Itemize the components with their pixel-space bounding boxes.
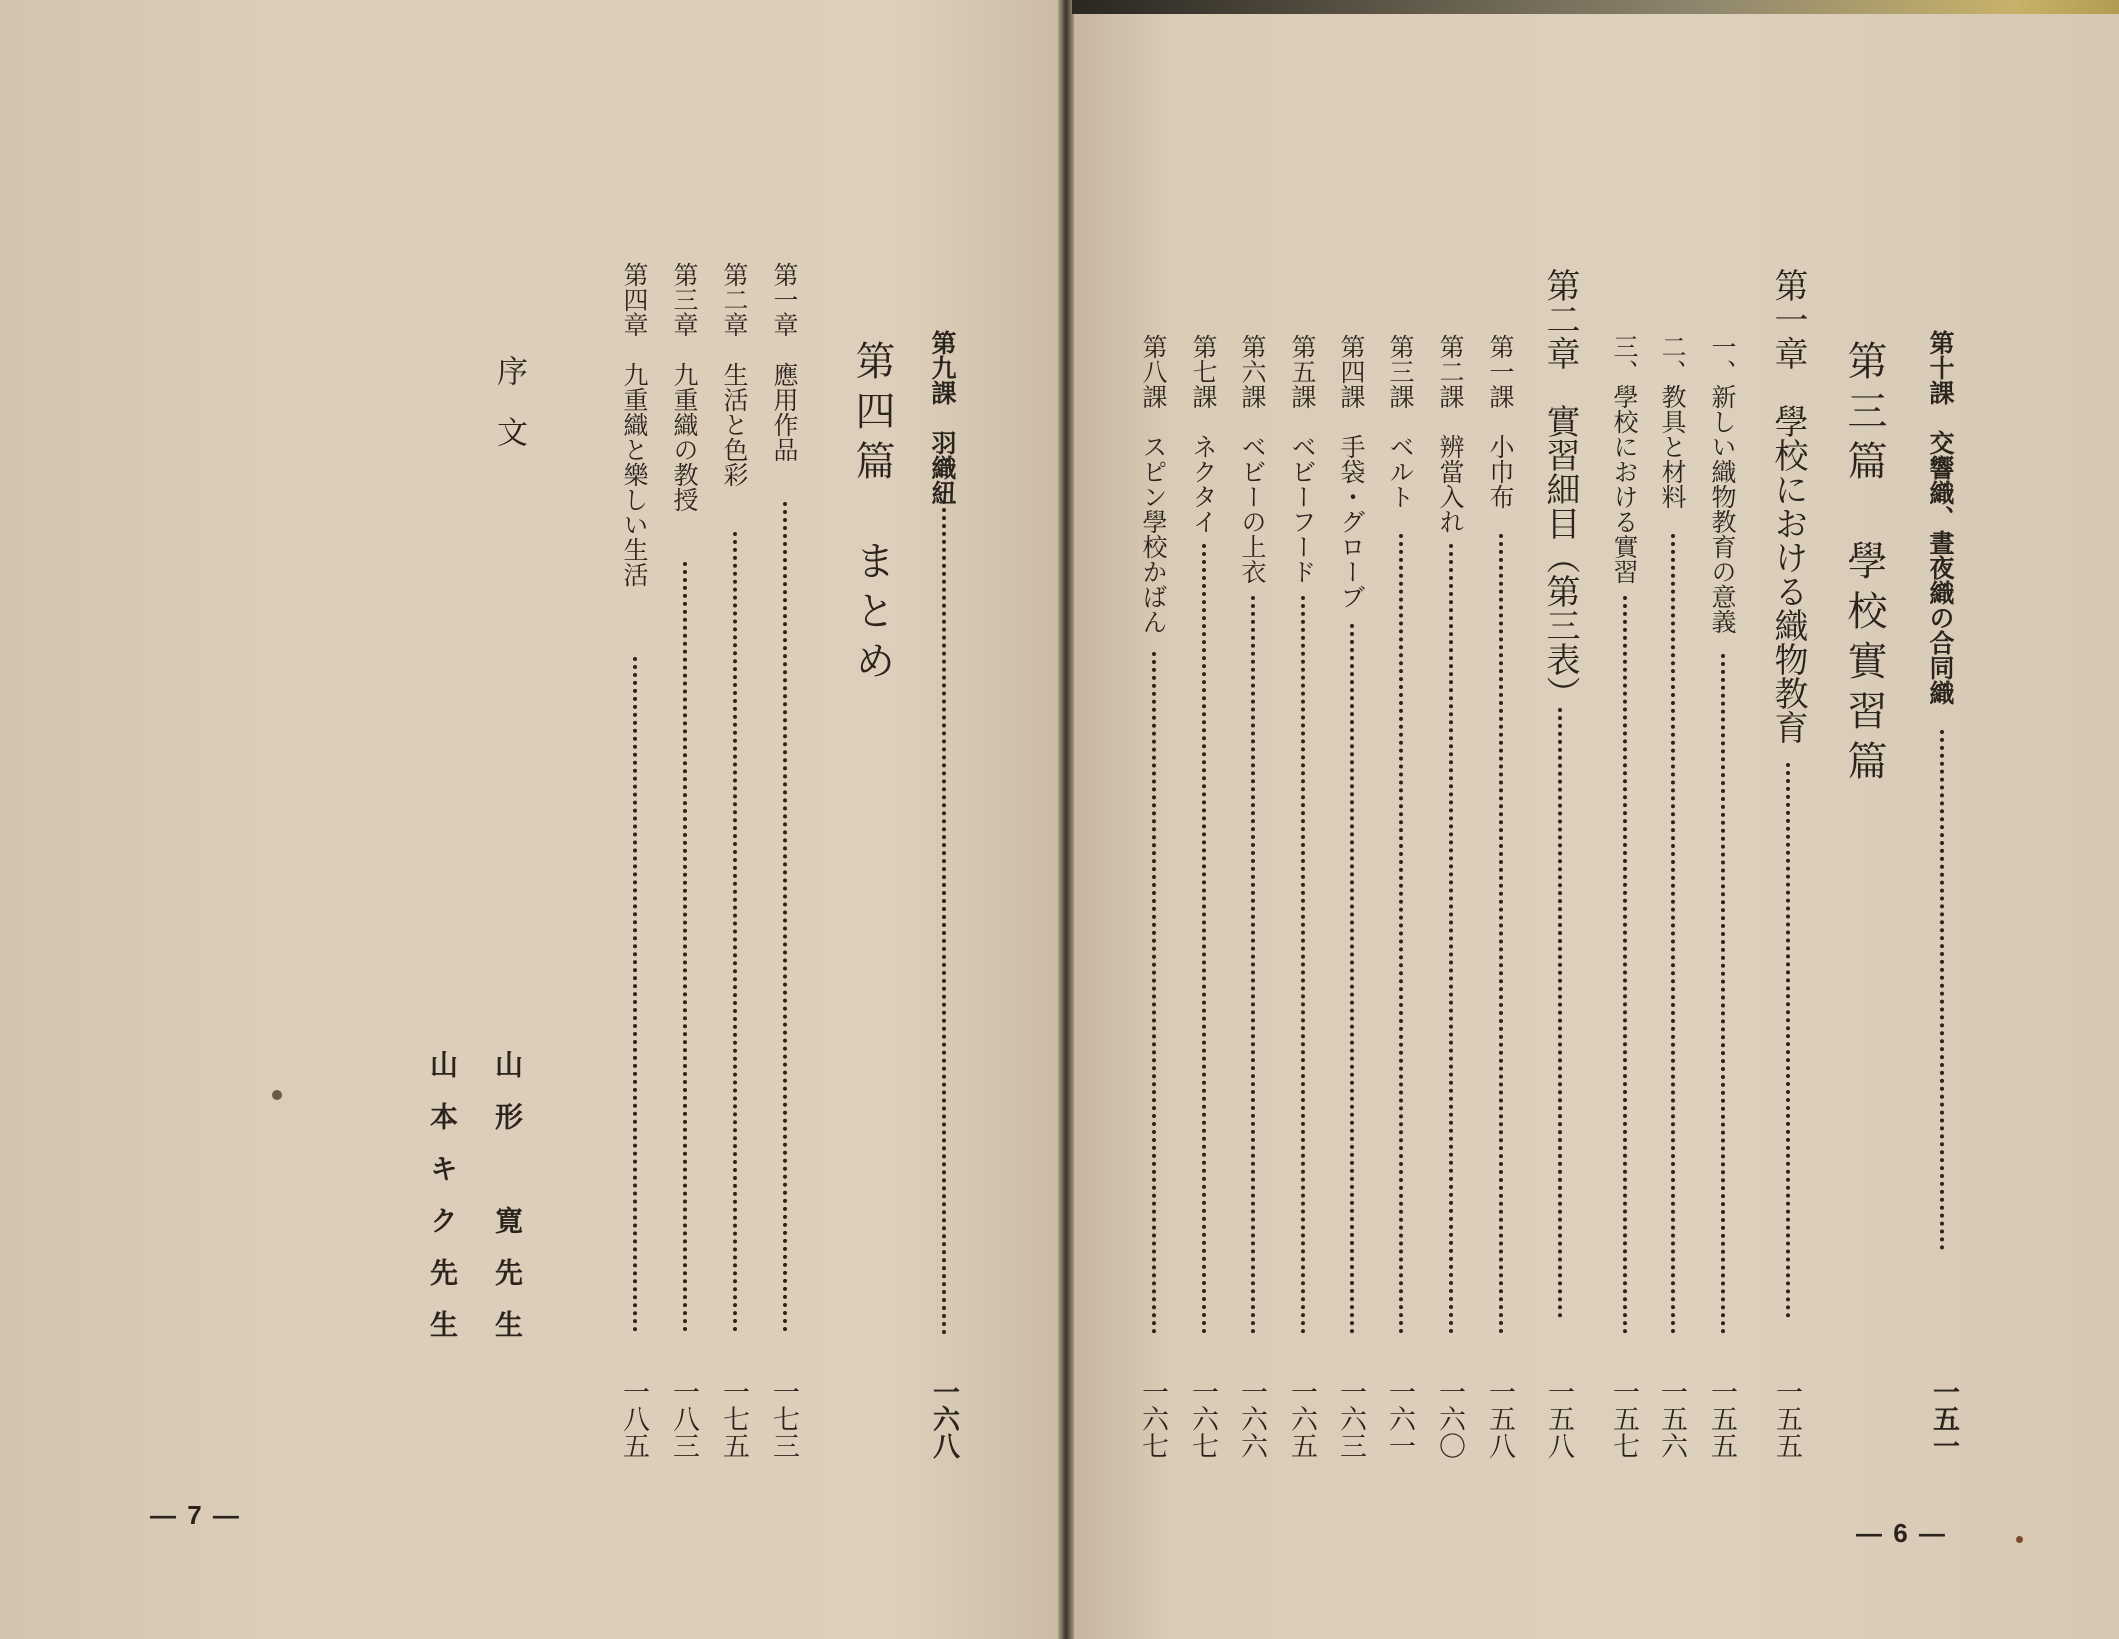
leader-dots [783,502,787,1332]
toc-lesson-6[interactable] [1240,334,1265,1344]
toc-lesson-10-title: 第十課 交響織、晝夜織の合同織 [1926,330,1955,705]
toc-lesson-1[interactable] [1488,334,1513,1344]
leader-dots [633,657,637,1332]
toc-chapter-4-2[interactable] [722,262,747,1342]
toc-item-1-page: 一五五 [1706,1378,1737,1459]
toc-lesson-4-page: 一六三 [1335,1378,1366,1459]
leader-dots [1251,596,1255,1334]
page-number-left: — 7 — [150,1500,241,1530]
toc-chapter-4-3-page: 一八三 [668,1378,699,1459]
toc-lesson-8-title: 第八課 スピン學校かばん [1139,334,1168,634]
leader-dots [1202,544,1206,1334]
toc-chapter-4-3-title: 第三章 九重織の教授 [670,262,699,512]
toc-chapter-4-4-page: 一八五 [618,1378,649,1459]
leader-dots [1671,534,1675,1334]
preface-heading: 序文 [491,355,527,477]
toc-chapter-2-page: 一五八 [1543,1378,1574,1459]
toc-lesson-8-page: 一六七 [1137,1378,1168,1459]
toc-chapter-4-2-title: 第二章 生活と色彩 [720,262,749,487]
toc-chapter-4-3[interactable] [672,262,697,1342]
part-3-heading: 第三篇 學校實習篇 [1841,340,1887,790]
toc-chapter-4-1[interactable] [772,262,797,1342]
toc-lesson-3-page: 一六一 [1384,1378,1415,1459]
toc-lesson-3[interactable] [1388,334,1413,1344]
toc-item-3-page: 一五七 [1608,1378,1639,1459]
toc-lesson-4[interactable] [1339,334,1364,1344]
toc-item-2-page: 一五六 [1656,1378,1687,1459]
toc-chapter-4-2-page: 一七五 [718,1378,749,1459]
toc-lesson-7-title: 第七課 ネクタイ [1189,334,1218,534]
leader-dots [1399,534,1403,1334]
leader-dots [1499,534,1503,1334]
page-number-right: — 6 — [1856,1518,1947,1548]
leader-dots [1786,763,1790,1318]
toc-item-1-title: 一、新しい織物教育の意義 [1708,334,1737,634]
toc-lesson-5-page: 一六五 [1286,1378,1317,1459]
leader-dots [1623,596,1627,1334]
leader-dots [1721,654,1725,1334]
leader-dots [1558,708,1562,1318]
leader-dots [1449,544,1453,1334]
page-top-edge [1072,0,2119,14]
toc-chapter-1-title: 第一章 學校における織物教育 [1768,268,1808,744]
toc-lesson-1-title: 第一課 小巾布 [1486,334,1515,509]
preface-author-1: 山形 寛先生 [491,1050,524,1362]
paper-speck [2016,1536,2023,1543]
toc-lesson-6-page: 一六六 [1236,1378,1267,1459]
toc-chapter-4-4-title: 第四章 九重織と樂しい生活 [620,262,649,587]
right-page [1072,0,2119,1639]
leader-dots [942,500,946,1335]
toc-chapter-4-1-page: 一七三 [768,1378,799,1459]
paper-speck [272,1090,282,1100]
toc-chapter-1-page: 一五五 [1771,1378,1802,1459]
leader-dots [1301,596,1305,1334]
leader-dots [1152,652,1156,1334]
toc-lesson-9[interactable] [930,330,955,1345]
book-gutter [1058,0,1074,1639]
toc-lesson-8[interactable] [1141,334,1166,1344]
toc-item-1[interactable] [1710,334,1735,1344]
toc-lesson-9-page: 一六八 [928,1378,959,1459]
toc-chapter-1[interactable] [1768,268,1808,1348]
leader-dots [683,562,687,1332]
toc-item-3[interactable] [1612,334,1637,1344]
toc-lesson-2-page: 一六〇 [1434,1378,1465,1459]
leader-dots [1350,624,1354,1334]
toc-item-3-title: 三、學校における實習 [1610,334,1639,584]
leader-dots [1940,730,1944,1250]
toc-lesson-5-title: 第五課 ベビーフード [1288,334,1317,584]
toc-lesson-7-page: 一六七 [1187,1378,1218,1459]
preface-author-2: 山本キク先生 [426,1050,459,1362]
toc-chapter-4-4[interactable] [622,262,647,1342]
toc-lesson-6-title: 第六課 ベビーの上衣 [1238,334,1267,584]
toc-item-2[interactable] [1660,334,1685,1344]
leader-dots [733,532,737,1332]
toc-lesson-7[interactable] [1191,334,1216,1344]
toc-lesson-2[interactable] [1438,334,1463,1344]
toc-item-2-title: 二、教具と材料 [1658,334,1687,509]
toc-chapter-2-title: 第二章 實習細目（第三表） [1540,268,1580,710]
toc-lesson-5[interactable] [1290,334,1315,1344]
toc-lesson-4-title: 第四課 手袋・グローブ [1337,334,1366,609]
part-4-heading: 第四篇 まとめ [849,340,895,690]
toc-lesson-10-page: 一五一 [1928,1378,1959,1459]
toc-lesson-2-title: 第二課 辨當入れ [1436,334,1465,534]
toc-lesson-3-title: 第三課 ベルト [1386,334,1415,509]
toc-lesson-9-title: 第九課 羽織紐 [928,330,957,505]
toc-chapter-2[interactable] [1540,268,1580,1348]
toc-chapter-4-1-title: 第一章 應用作品 [770,262,799,462]
toc-lesson-10[interactable] [1928,330,1953,1330]
toc-lesson-1-page: 一五八 [1484,1378,1515,1459]
